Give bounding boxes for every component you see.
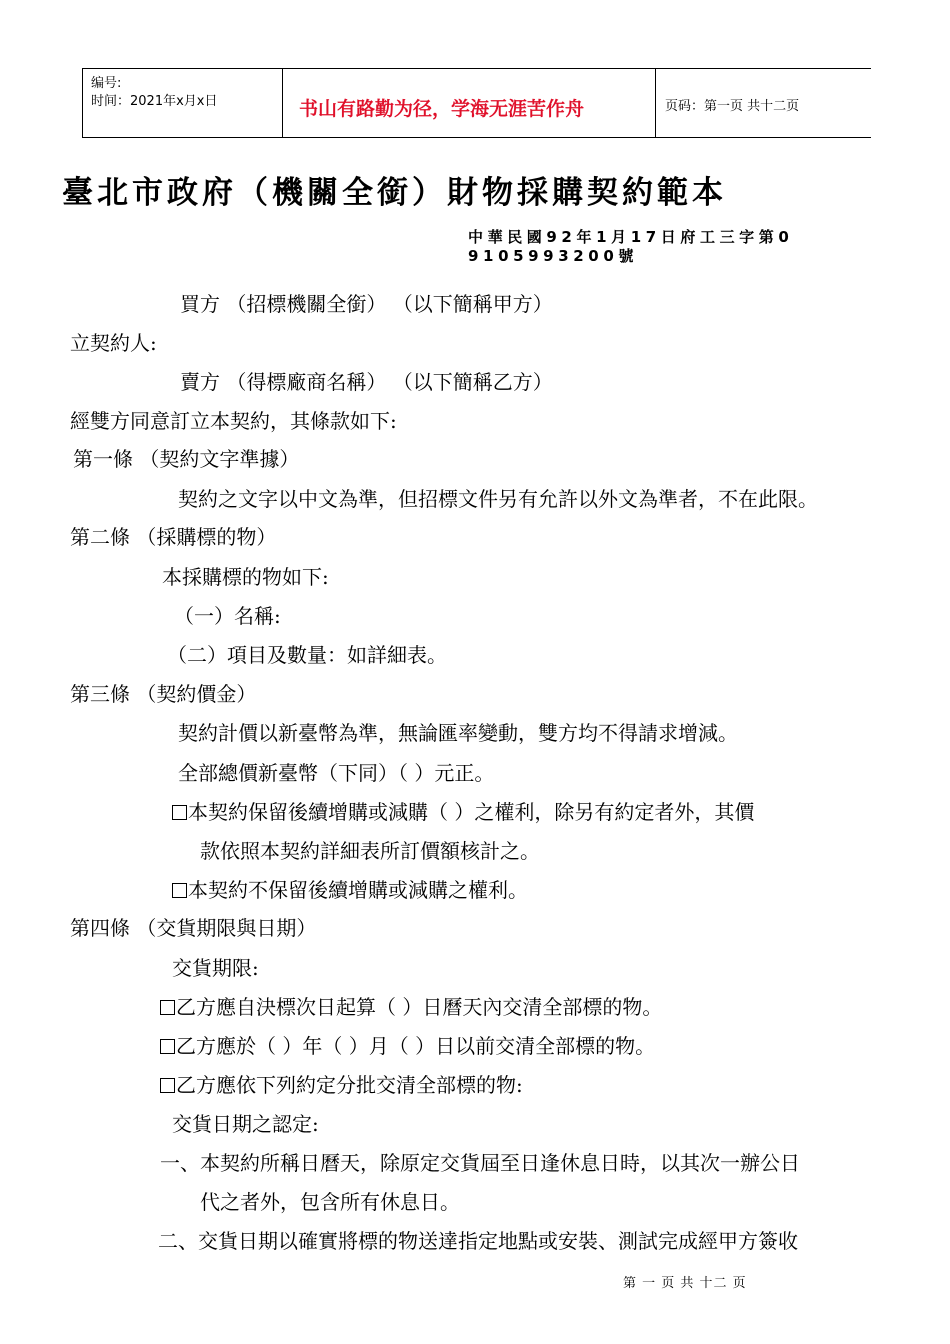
header-table <box>82 68 871 138</box>
article4-heading: 第四條 （交貨期限與日期） <box>70 916 317 940</box>
article3-total-price: 全部總價新臺幣（下同）（ ）元正。 <box>178 761 495 785</box>
article3-option1-text: 本契約保留後續增購或減購（ ）之權利，除另有約定者外，其價 <box>188 800 755 824</box>
article4-option2-text: 乙方應於（ ）年（ ）月（ ）日以前交清全部標的物。 <box>176 1034 656 1058</box>
header-number-label: 编号: <box>91 76 122 91</box>
checkbox[interactable] <box>172 805 187 820</box>
checkbox[interactable] <box>160 1078 175 1093</box>
checkbox[interactable] <box>172 883 187 898</box>
article2-item-quantity: （二）項目及數量：如詳細表。 <box>167 643 447 667</box>
header-divider <box>282 69 283 137</box>
article4-option1 <box>160 991 662 1020</box>
page-footer: 第 一 页 共 十二 页 <box>623 1276 747 1291</box>
checkbox[interactable] <box>160 1000 175 1015</box>
article2-paragraph: 本採購標的物如下: <box>162 565 329 589</box>
article3-option1 <box>172 796 754 825</box>
article4-item1-continued: 代之者外，包含所有休息日。 <box>200 1190 460 1214</box>
header-divider <box>655 69 656 137</box>
article2-item-name: （一）名稱: <box>174 604 281 628</box>
article4-item1: 一、本契約所稱日曆天，除原定交貨屆至日逢休息日時，以其次一辦公日 <box>160 1151 800 1175</box>
article4-option2 <box>160 1030 655 1059</box>
doc-number-line1: 中華民國92年1月17日府工三字第0 <box>468 228 794 246</box>
buyer-line: 買方 （招標機關全銜） （以下簡稱甲方） <box>180 292 553 316</box>
article3-option2-text: 本契約不保留後續增購或減購之權利。 <box>188 878 528 902</box>
article4-option3 <box>160 1069 523 1098</box>
article2-heading: 第二條 （採購標的物） <box>70 525 277 549</box>
article1-paragraph: 契約之文字以中文為準，但招標文件另有允許以外文為準者，不在此限。 <box>178 487 818 511</box>
article4-option1-text: 乙方應自決標次日起算（ ）日曆天內交清全部標的物。 <box>176 995 663 1019</box>
checkbox[interactable] <box>160 1039 175 1054</box>
header-page-label: 页码：第一页 共十二页 <box>665 99 800 114</box>
article1-heading: 第一條 （契約文字準據） <box>73 447 300 471</box>
header-motto: 书山有路勤为径，学海无涯苦作舟 <box>299 98 585 120</box>
doc-number-line2: 9105993200號 <box>468 247 638 265</box>
document-title: 臺北市政府（機關全銜）財物採購契約範本 <box>62 175 727 211</box>
article3-option1-continued: 款依照本契約詳細表所訂價額核計之。 <box>200 839 540 863</box>
header-divider <box>82 69 83 137</box>
article3-paragraph1: 契約計價以新臺幣為準，無論匯率變動，雙方均不得請求增減。 <box>178 721 738 745</box>
article3-heading: 第三條 （契約價金） <box>70 682 257 706</box>
signatory-label: 立契約人: <box>70 331 157 355</box>
article4-deadline-label: 交貨期限: <box>172 956 259 980</box>
header-date-label: 时间：2021年x月x日 <box>91 94 218 109</box>
agreement-intro: 經雙方同意訂立本契約，其條款如下: <box>70 409 397 433</box>
seller-line: 賣方 （得標廠商名稱） （以下簡稱乙方） <box>180 370 553 394</box>
article4-item2: 二、交貨日期以確實將標的物送達指定地點或安裝、測試完成經甲方簽收 <box>158 1229 798 1253</box>
article3-option2 <box>172 874 528 903</box>
article4-option3-text: 乙方應依下列約定分批交清全部標的物: <box>176 1073 523 1097</box>
article4-date-label: 交貨日期之認定: <box>172 1112 319 1136</box>
